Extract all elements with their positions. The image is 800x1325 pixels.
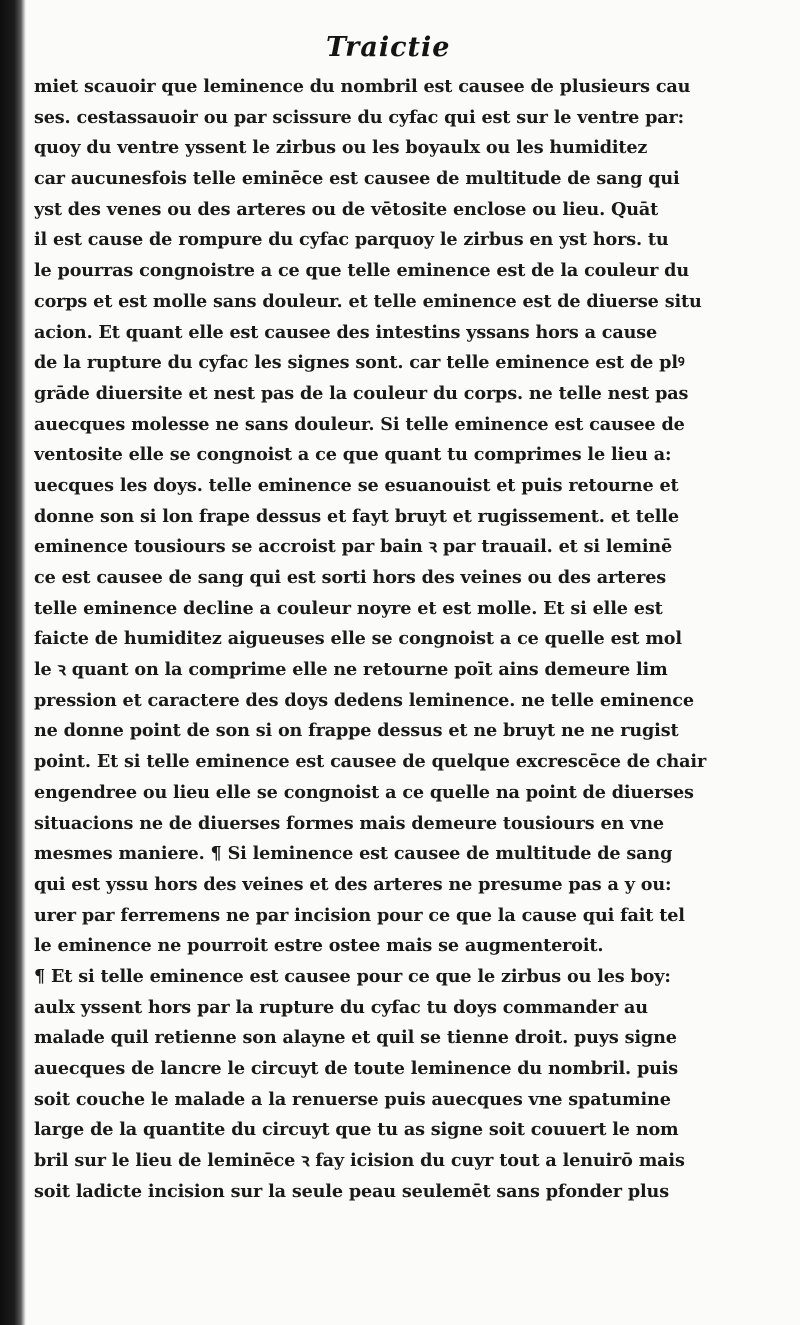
text-line: le pourras congnoistre a ce que telle eminence est de la couleur du [34,260,689,282]
text-line: donne son si lon frape dessus et fayt bruyt et rugissement. et telle [34,505,679,527]
text-line: auecques de lancre le circuyt de toute leminence du nombril. puis [34,1058,679,1079]
text-line: mesmes maniere. ¶ Si leminence est causee de multitude de sang [34,843,673,865]
text-line: quoy du ventre yssent le zirbus ou les boyaulx ou les humiditez [34,137,648,159]
text-line: bril sur le lieu de leminēce ꝛ fay icision du cuyr tout a lenuirō mais [34,1150,685,1172]
text-line: eminence tousiours se accroist par bain ꝛ par trauail. et si leminē [34,536,673,558]
text-line: miet scauoir que leminence du nombril est causee de plusieurs cau [34,76,691,97]
text-line: soit couche le malade a la renuerse puis auecques vne spatumine [34,1088,671,1110]
text-line: ¶ Et si telle eminence est causee pour ce que le zirbus ou les boy: [34,965,671,987]
text-line: malade quil retienne son alayne et quil se tienne droit. puys signe [34,1027,677,1049]
text-line: telle eminence decline a couleur noyre et est molle. Et si elle est [34,597,663,619]
text-line: auecques molesse ne sans douleur. Si telle eminence est causee de [34,413,685,435]
text-line: ventosite elle se congnoist a ce que quant tu comprimes le lieu a: [34,444,672,466]
text-line: acion. Et quant elle est causee des intestins yssans hors a cause [34,321,658,343]
text-line: ce est causee de sang qui est sorti hors des veines ou des arteres [34,567,667,588]
text-line: pression et caractere des doys dedens leminence. ne telle eminence [34,689,694,711]
binding-shadow [0,0,26,1325]
text-line: uecques les doys. telle eminence se esuanouist et puis retourne et [34,474,679,496]
text-line: corps et est molle sans douleur. et telle eminence est de diuerse situ [34,290,702,312]
text-line: il est cause de rompure du cyfac parquoy le zirbus en yst hors. tu [34,229,669,251]
text-line: le ꝛ quant on la comprime elle ne retourne poīt ains demeure lim [34,659,668,681]
text-line: yst des venes ou des arteres ou de vētosite enclose ou lieu. Quāt [34,198,659,220]
book-page [26,0,800,1325]
text-line: large de la quantite du circuyt que tu as signe soit couuert le nom [34,1119,679,1141]
text-line: urer par ferremens ne par incision pour ce que la cause qui fait tel [34,904,685,926]
text-line: ne donne point de son si on frappe dessus et ne bruyt ne ne rugist [34,720,679,742]
text-line: engendree ou lieu elle se congnoist a ce quelle na point de diuerses [34,781,694,803]
text-line: le eminence ne pourroit estre ostee mais se augmenteroit. [34,935,604,957]
body-text [34,72,774,1207]
text-line: faicte de humiditez aigueuses elle se congnoist a ce quelle est mol [34,628,682,650]
text-line: car aucunesfois telle eminēce est causee de multitude de sang qui [34,168,680,190]
text-line: point. Et si telle eminence est causee de quelque excrescēce de chair [34,751,707,773]
text-line: aulx yssent hors par la rupture du cyfac tu doys commander au [34,996,648,1018]
text-line: soit ladicte incision sur la seule peau seulemēt sans pfonder plus [34,1180,669,1202]
text-line: grāde diuersite et nest pas de la couleur du corps. ne telle nest pas [34,382,689,404]
text-line: ses. cestassauoir ou par scissure du cyfac qui est sur le ventre par: [34,106,684,128]
text-line: qui est yssu hors des veines et des arteres ne presume pas a y ou: [34,873,672,895]
running-head: Traictie [326,32,451,63]
text-line: de la rupture du cyfac les signes sont. car telle eminence est de plꝰ [34,352,685,374]
text-line: situacions ne de diuerses formes mais demeure tousiours en vne [34,812,664,834]
